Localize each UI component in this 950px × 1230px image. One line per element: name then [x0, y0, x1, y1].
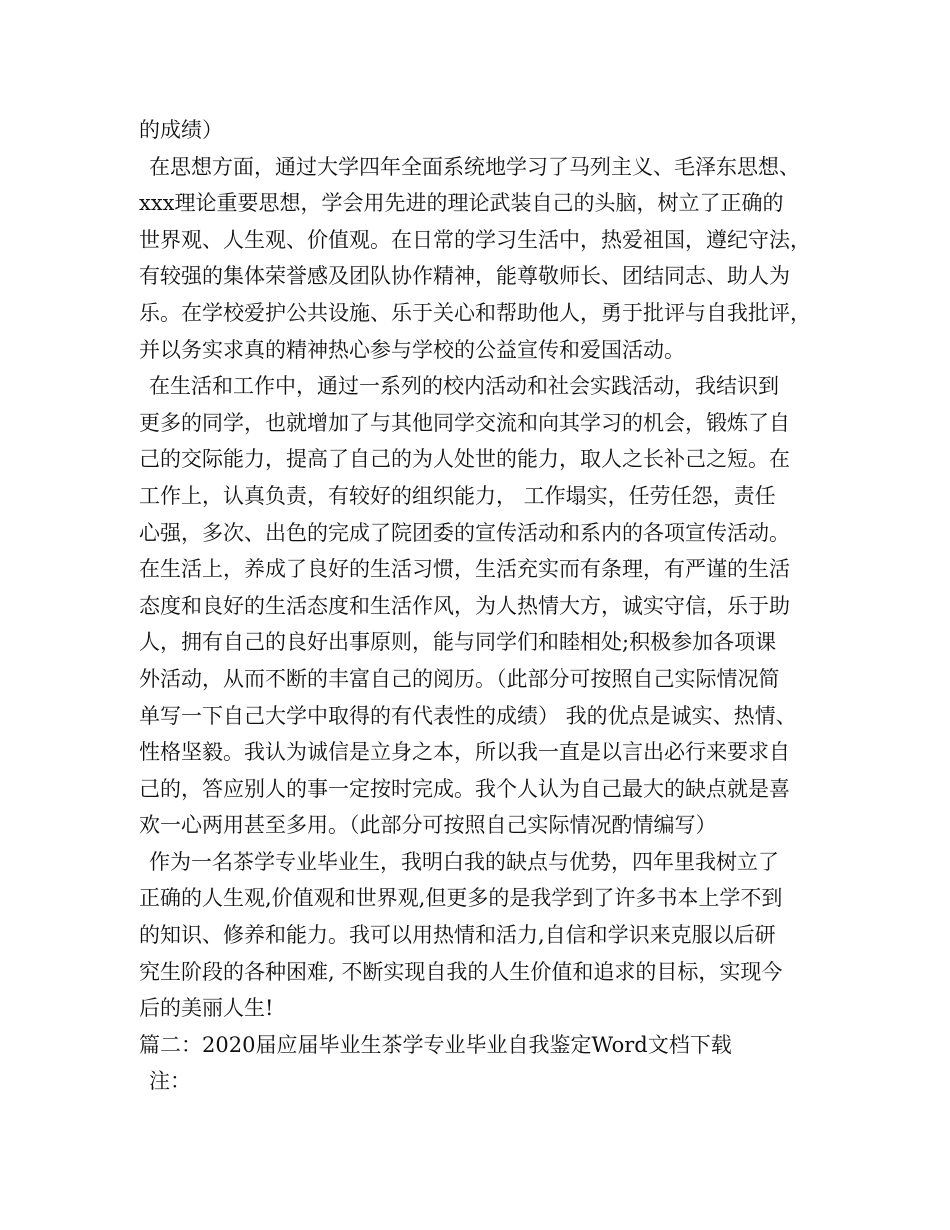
text-line: 人，拥有自己的良好出事原则，能与同学们和睦相处;积极参加各项课: [139, 630, 777, 655]
text-line: 更多的同学，也就增加了与其他同学交流和向其学习的机会，锻炼了自: [139, 410, 790, 435]
text-line: 的成绩）: [139, 118, 223, 142]
text-line: 正确的人生观,价值观和世界观,但更多的是我学到了许多书本上学不到: [139, 886, 783, 911]
text-line: 篇二：2020届应届毕业生茶学专业毕业自我鉴定Word文档下载: [139, 1032, 732, 1057]
text-line: xxx理论重要思想，学会用先进的理论武装自己的头脑，树立了正确的: [139, 191, 784, 216]
text-line: 后的美丽人生!: [139, 996, 274, 1021]
text-line: 欢一心两用甚至多用。（此部分可按照自己实际情况酌情编写）: [139, 813, 717, 838]
text-line: 究生阶段的各种困难, 不断实现自我的人生价值和追求的目标，实现今: [139, 959, 783, 984]
text-line: 己的交际能力，提高了自己的为人处世的能力，取人之长补己之短。在: [139, 447, 790, 472]
text-line: 乐。在学校爱护公共设施、乐于关心和帮助他人，勇于批评与自我批评，: [139, 300, 811, 325]
text-line: 外活动，从而不断的丰富自己的阅历。（此部分可按照自己实际情况简: [139, 666, 780, 691]
text-line: 在生活和工作中，通过一系列的校内活动和社会实践活动，我结识到: [149, 374, 779, 399]
text-line: 并以务实求真的精神热心参与学校的公益宣传和爱国活动。: [139, 337, 685, 362]
document-body: [139, 112, 829, 1100]
text-line: 注：: [149, 1069, 191, 1094]
text-line: 有较强的集体荣誉感及团队协作精神，能尊敬师长、团结同志、助人为: [139, 264, 790, 289]
text-line: 工作上，认真负责，有较好的组织能力， 工作塌实，任劳任怨，责任: [139, 483, 776, 508]
text-line: 的知识、修养和能力。我可以用热情和活力,自信和学识来克服以后研: [139, 923, 776, 948]
text-line: 作为一名茶学专业毕业生，我明白我的缺点与优势，四年里我树立了: [149, 849, 779, 874]
text-line: 性格坚毅。我认为诚信是立身之本，所以我一直是以言出必行来要求自: [139, 740, 790, 765]
text-line: 态度和良好的生活态度和生活作风，为人热情大方，诚实守信，乐于助: [139, 593, 790, 618]
text-line: 在生活上，养成了良好的生活习惯，生活充实而有条理，有严谨的生活: [139, 557, 790, 582]
text-line: 心强，多次、出色的完成了院团委的宣传活动和系内的各项宣传活动。: [139, 520, 790, 545]
text-line: 在思想方面，通过大学四年全面系统地学习了马列主义、毛泽东思想、: [149, 154, 800, 179]
text-line: 己的，答应别人的事一定按时完成。我个人认为自己最大的缺点就是喜: [139, 776, 790, 801]
text-line: 世界观、人生观、价值观。在日常的学习生活中，热爱祖国，遵纪守法，: [139, 227, 811, 252]
text-line: 单写一下自己大学中取得的有代表性的成绩） 我的优点是诚实、热情、: [139, 703, 797, 728]
